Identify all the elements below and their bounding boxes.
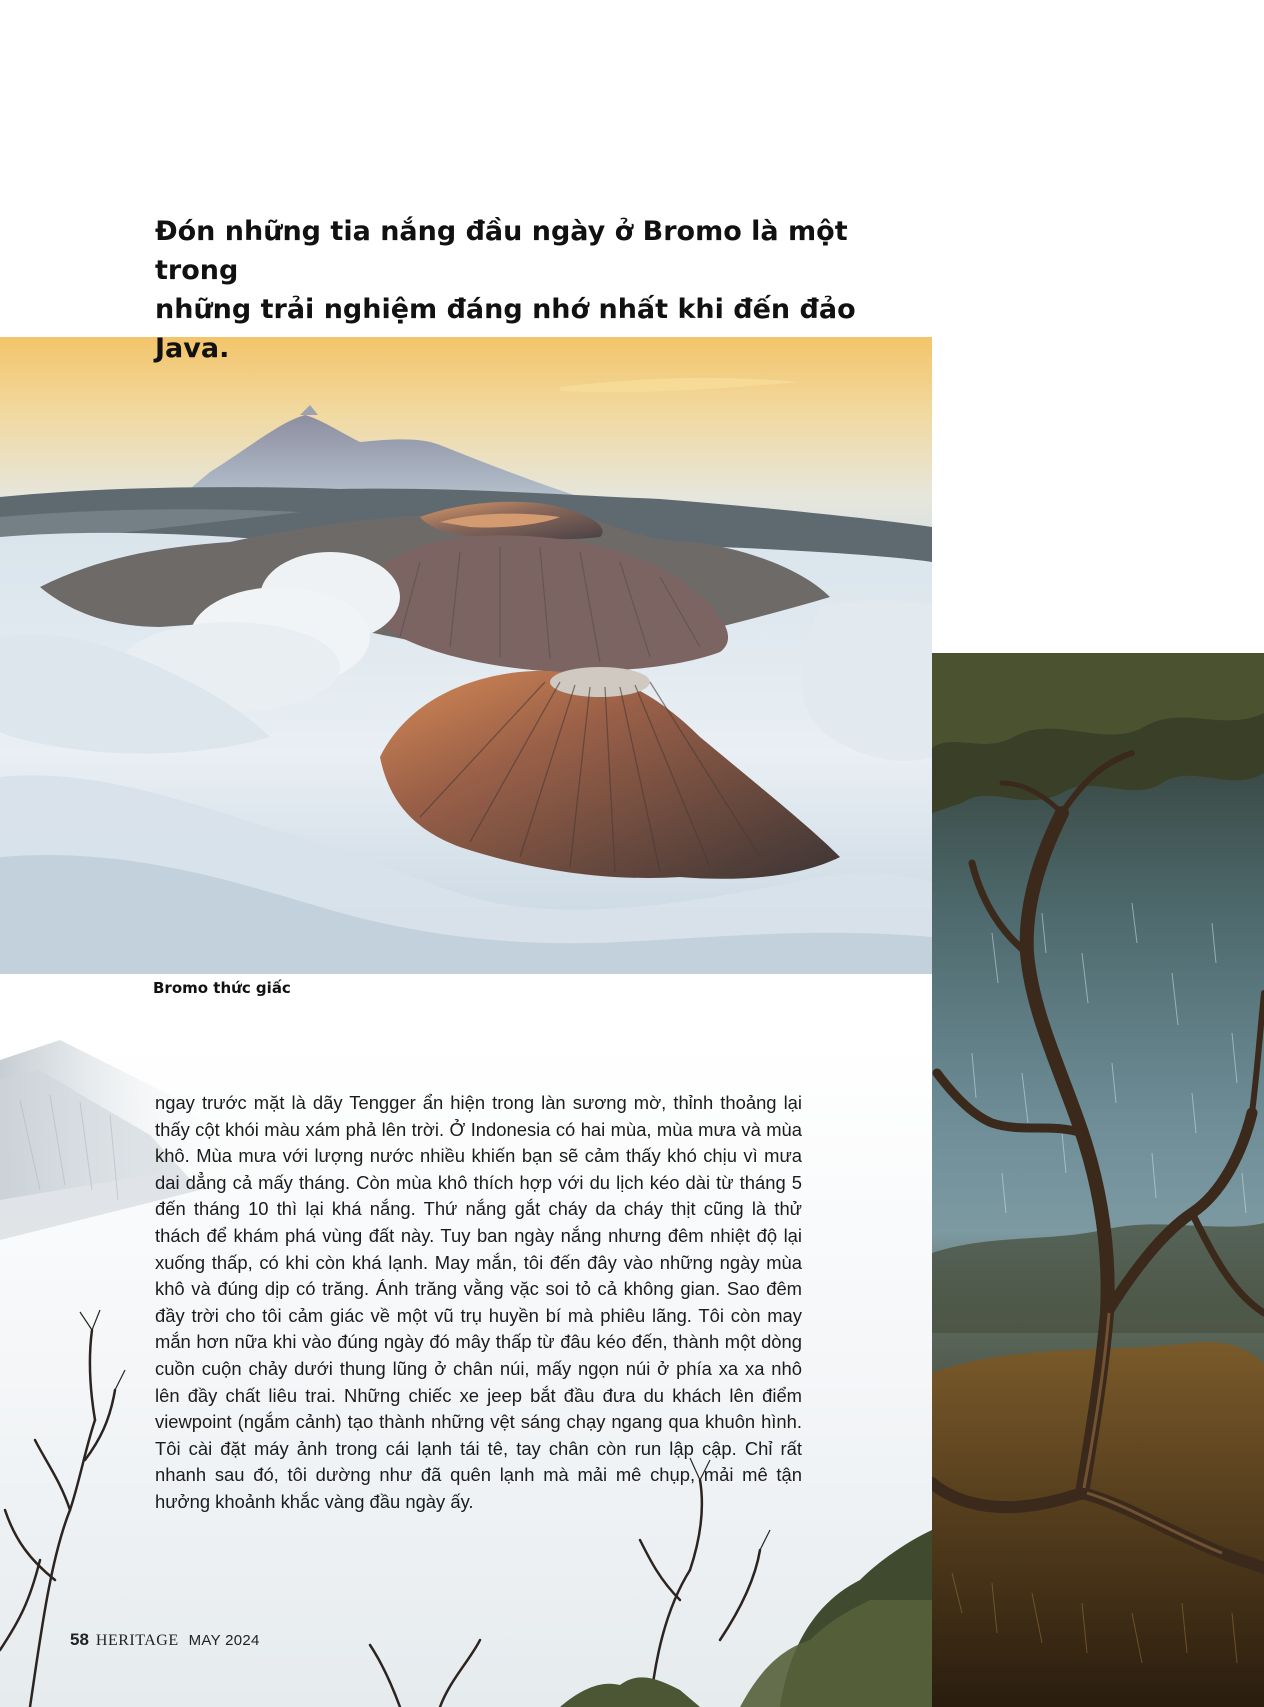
pull-quote-line-1: Đón những tia nắng đầu ngày ở Bromo là một trong (155, 216, 848, 286)
photo-caption: Bromo thức giấc (153, 979, 291, 997)
page-number: 58 (70, 1630, 89, 1649)
tree-star-trails-photo (932, 653, 1264, 1707)
article-body-text: ngay trước mặt là dãy Tengger ẩn hiện trong làn sương mờ, thỉnh thoảng lại thấy cột khói màu xám phả lên trời. Ở Indonesia có hai mùa, mùa mưa và mùa khô. Mùa mưa với lượng nước nhiều khiến bạn sẽ cảm thấy khó chịu vì mưa dai dẳng cả mấy tháng. Còn mùa khô thích hợp với du lịch kéo dài từ tháng 5 đến tháng 10 thì lại khá nắng. Thứ nắng gắt cháy da cháy thịt cũng là thử thách để khám phá vùng đất này. Tuy ban ngày nắng nhưng đêm nhiệt độ lại xuống thấp, có khi còn khá lạnh. May mắn, tôi đến đây vào những ngày mùa khô và đúng dịp có trăng. Ánh trăng vằng vặc soi tỏ cả không gian. Sao đêm đầy trời cho tôi cảm giác về một vũ trụ huyền bí mà phiêu lãng. Tôi còn may mắn hơn nữa khi vào đúng ngày đó mây thấp từ đâu kéo đến, thành một dòng cuồn cuộn chảy dưới thung lũng ở chân núi, mấy ngọn núi ở phía xa xa nhô lên đầy chất liêu trai. Những chiếc xe jeep bắt đầu đưa du khách lên điểm viewpoint (ngắm cảnh) tạo thành những vệt sáng chạy ngang qua khuôn hình. Tôi cài đặt máy ảnh trong cái lạnh tái tê, tay chân còn run lập cập. Chỉ rất nhanh sau đó, tôi dường như đã quên lạnh mà mải mê chụp, mải mê tận hưởng khoảnh khắc vàng đầu ngày ấy. (155, 1092, 802, 1512)
issue-date: MAY 2024 (188, 1632, 260, 1649)
pull-quote-line-2: những trải nghiệm đáng nhớ nhất khi đến đảo Java. (155, 294, 856, 364)
magazine-name: HERITAGE (95, 1632, 179, 1649)
volcano-landscape-photo (0, 337, 932, 974)
page-footer (70, 1630, 260, 1650)
pull-quote (155, 212, 915, 368)
